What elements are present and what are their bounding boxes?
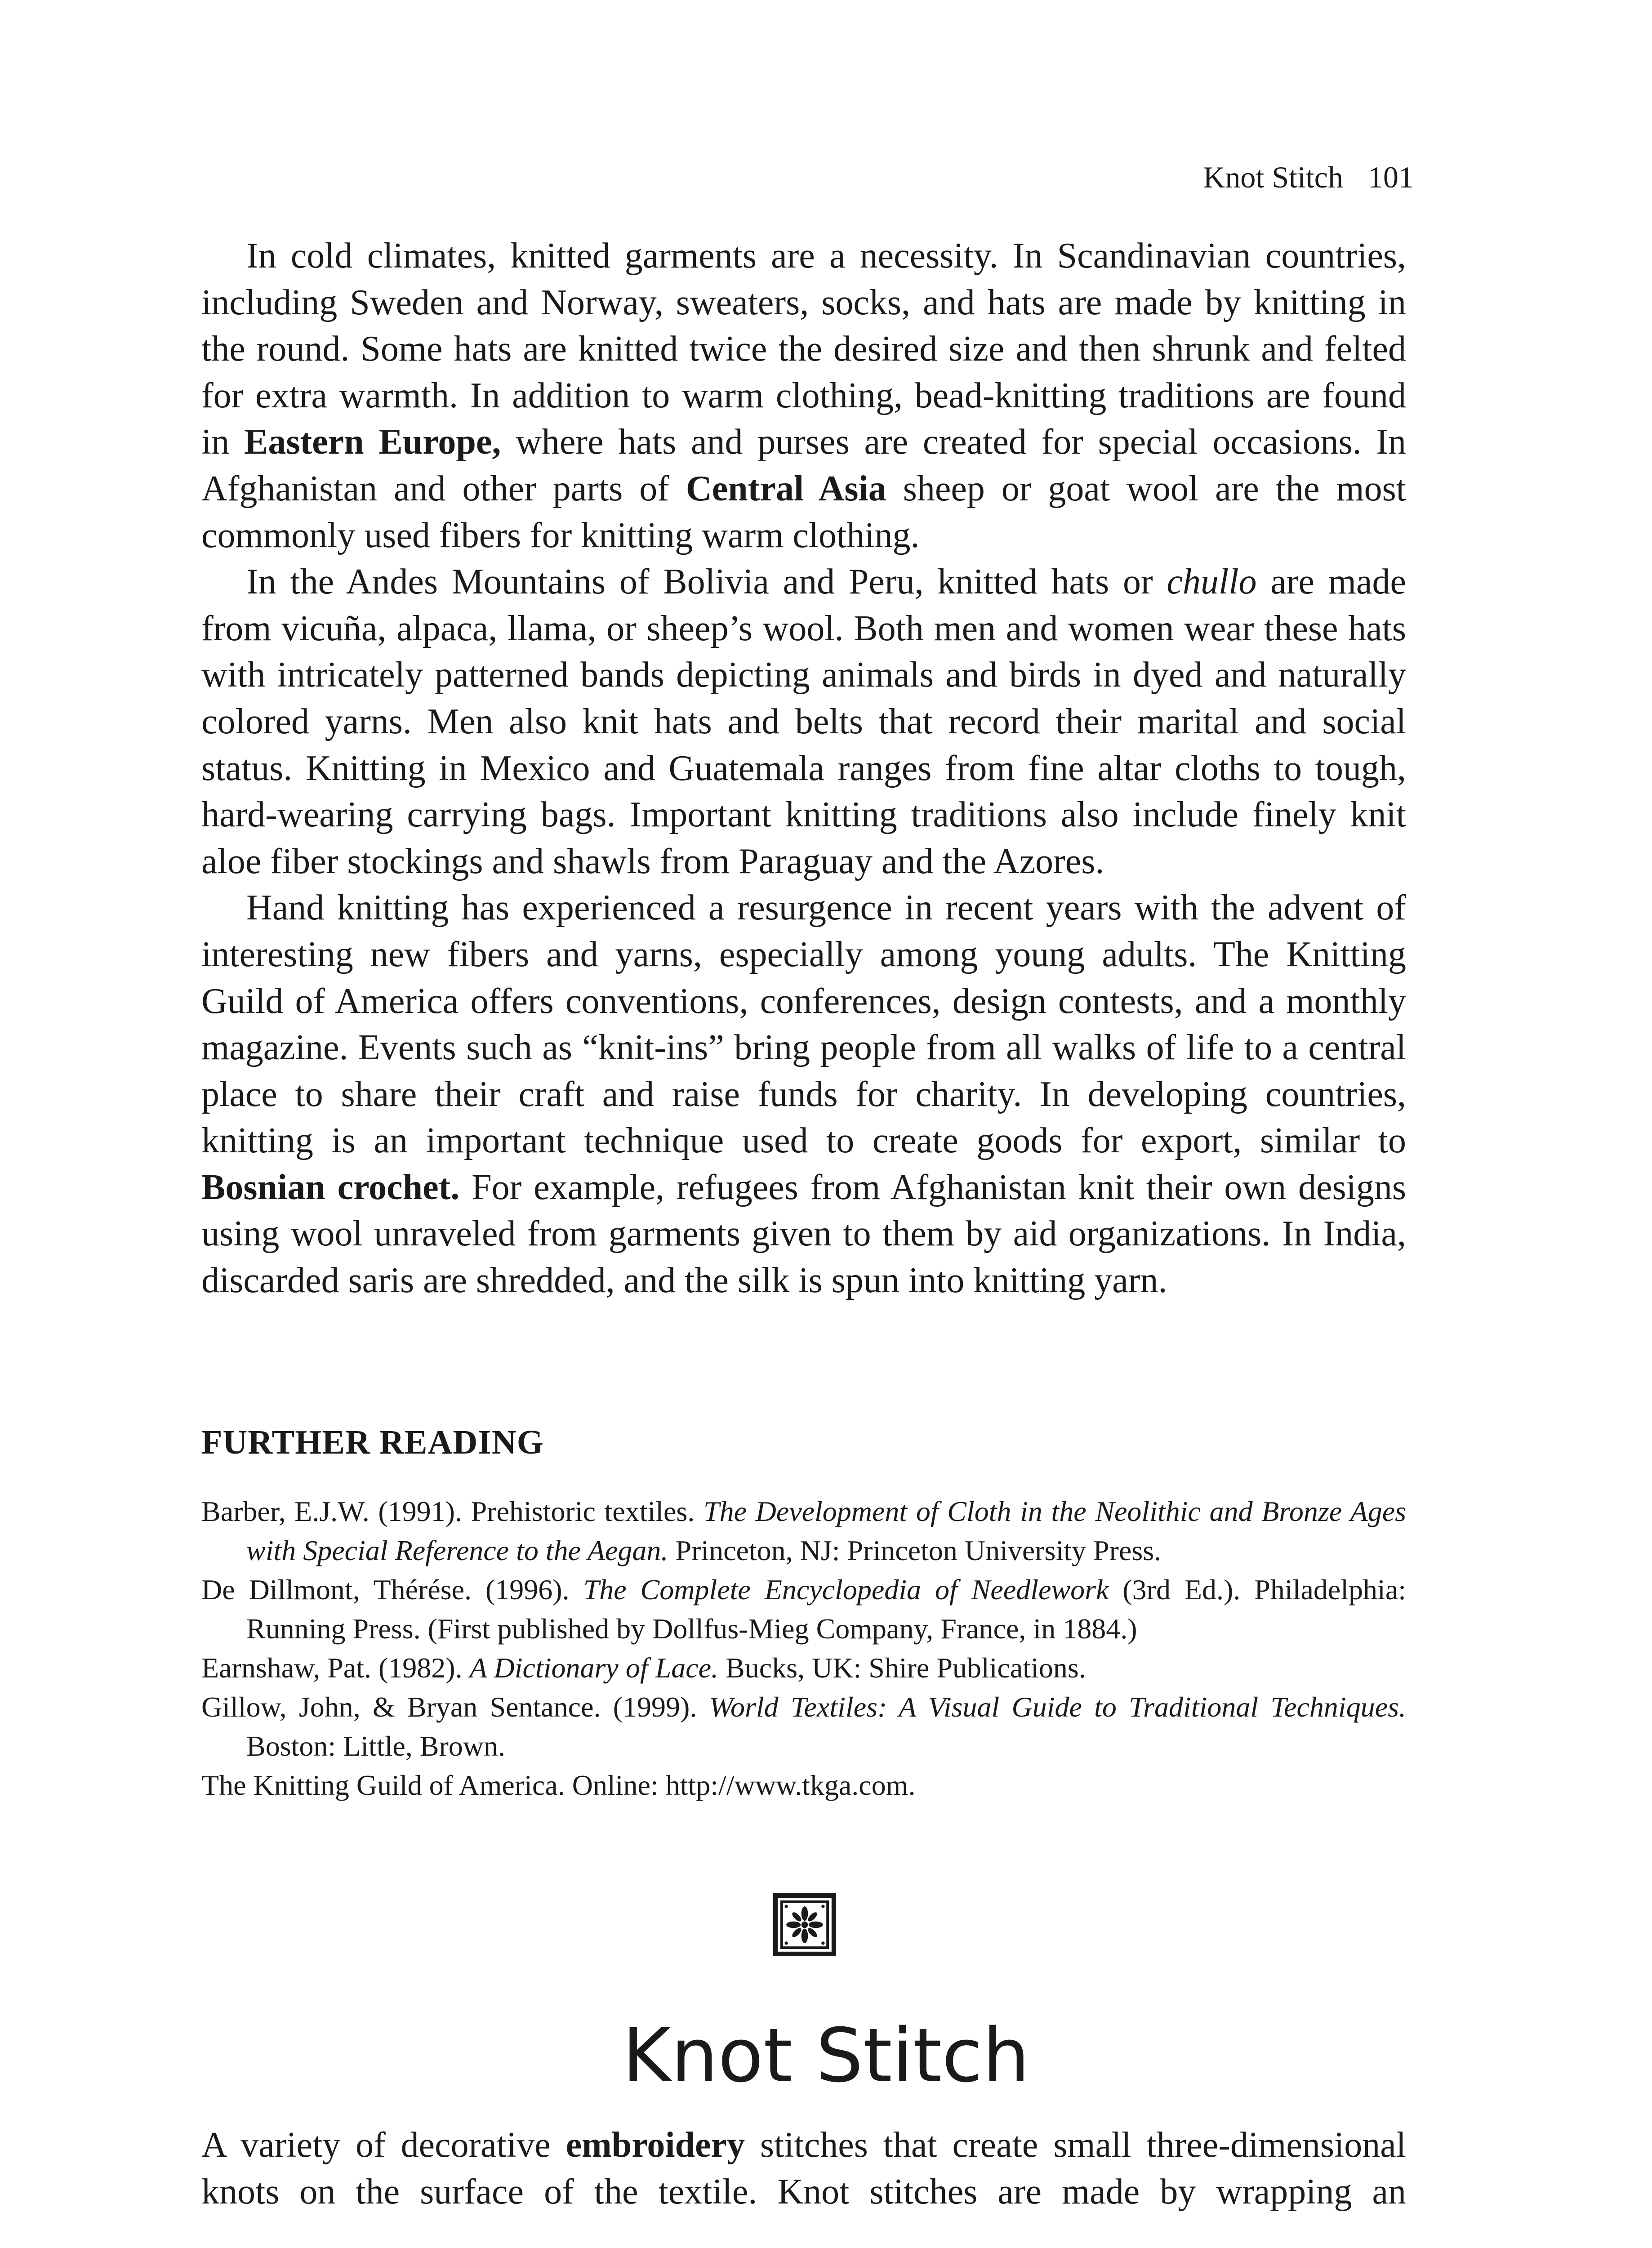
italic-text: The Complete Encyclopedia of Needlework bbox=[583, 1574, 1109, 1606]
text-run: Princeton, NJ: Princeton University Press. bbox=[668, 1534, 1162, 1566]
text-run: For example, refugees from Afghanistan knit their own designs using wool unraveled from garments given to them by aid organizations. In India, discarded saris are shredded, and the silk is spun into knitting yarn. bbox=[201, 1167, 1406, 1301]
bold-term: Eastern Europe, bbox=[244, 422, 501, 462]
text-run: Bucks, UK: Shire Publications. bbox=[718, 1652, 1086, 1684]
reference-item bbox=[201, 1648, 1406, 1687]
further-reading-heading: FURTHER READING bbox=[201, 1423, 544, 1461]
body-text bbox=[201, 233, 1406, 1304]
paragraph bbox=[201, 2122, 1406, 2215]
italic-text: chullo bbox=[1167, 562, 1257, 602]
text-run: are made from vicuña, alpaca, llama, or sheep’s wool. Both men and women wear these hats with intricately patterned bands depicting animals and birds in dyed and naturally colored yarns. Men also knit hats and belts that record their marital and social status. Knitting in Mexico and Guatemala ranges from fine altar cloths to tough, hard-wearing carrying bags. Important knitting traditions also include finely knit aloe fiber stockings and shawls from Paraguay and the Azores. bbox=[201, 562, 1406, 881]
text-run: De Dillmont, Thérése. (1996). bbox=[201, 1574, 583, 1606]
text-run: Boston: Little, Brown. bbox=[246, 1730, 505, 1762]
italic-text: The Development of Cloth in the Neolithic and Bronze Ages with Special Reference to the Aegan. bbox=[246, 1495, 1407, 1566]
running-head-title: Knot Stitch bbox=[1203, 160, 1343, 194]
text-run: where hats and purses are created for special occasions. In Afghanistan and other parts of bbox=[201, 422, 1406, 508]
paragraph bbox=[201, 885, 1406, 1304]
paragraph bbox=[201, 233, 1406, 559]
running-head bbox=[1203, 162, 1414, 192]
bold-term: embroidery bbox=[566, 2125, 745, 2165]
text-run: In cold climates, knitted garments are a necessity. In Scandinavian countries, including Sweden and Norway, sweaters, socks, and hats are made by knitting in the round. Some hats are knitted twice the desired size and then shrunk and felted for extra warmth. In addition to warm clothing, bead-knitting traditions are found in bbox=[201, 236, 1406, 462]
entry-body-text bbox=[201, 2122, 1406, 2215]
text-run: Hand knitting has experienced a resurgence in recent years with the advent of interesting new fibers and yarns, especially among young adults. The Knitting Guild of America offers conventions, conferences, design contests, and a monthly magazine. Events such as “knit-ins” bring people from all walks of life to a central place to share their craft and raise funds for charity. In developing countries, knitting is an important technique used to create goods for export, similar to bbox=[201, 888, 1406, 1161]
text-run: Gillow, John, & Bryan Sentance. (1999). bbox=[201, 1691, 709, 1723]
paragraph bbox=[201, 559, 1406, 885]
reference-item bbox=[201, 1687, 1406, 1766]
decorative-ornament-icon bbox=[772, 1892, 837, 1958]
page-number: 101 bbox=[1368, 160, 1414, 194]
bold-term: Bosnian crochet. bbox=[201, 1167, 460, 1207]
text-run: Barber, E.J.W. (1991). Prehistoric textiles. bbox=[201, 1495, 704, 1527]
text-run: (3rd Ed.). Philadelphia: Running Press. (First published by Dollfus-Mieg Company, France, in 1884.) bbox=[246, 1574, 1407, 1645]
reference-item bbox=[201, 1492, 1406, 1570]
text-run: A variety of decorative bbox=[201, 2125, 566, 2165]
text-run: The Knitting Guild of America. Online: http://www.tkga.com. bbox=[201, 1769, 916, 1801]
reference-list bbox=[201, 1492, 1406, 1805]
text-run: In the Andes Mountains of Bolivia and Peru, knitted hats or bbox=[246, 562, 1167, 602]
italic-text: World Textiles: A Visual Guide to Traditional Techniques. bbox=[709, 1691, 1407, 1723]
italic-text: A Dictionary of Lace. bbox=[469, 1652, 718, 1684]
bold-term: Central Asia bbox=[686, 468, 886, 508]
text-run: Earnshaw, Pat. (1982). bbox=[201, 1652, 470, 1684]
reference-item bbox=[201, 1570, 1406, 1648]
entry-title: Knot Stitch bbox=[622, 2012, 1030, 2099]
text-run: stitches that create small three-dimensional knots on the surface of the textile. Knot stitches are made by wrapping an bbox=[201, 2125, 1407, 2212]
text-run: sheep or goat wool are the most commonly used fibers for knitting warm clothing. bbox=[201, 468, 1407, 555]
reference-item bbox=[201, 1766, 1406, 1805]
